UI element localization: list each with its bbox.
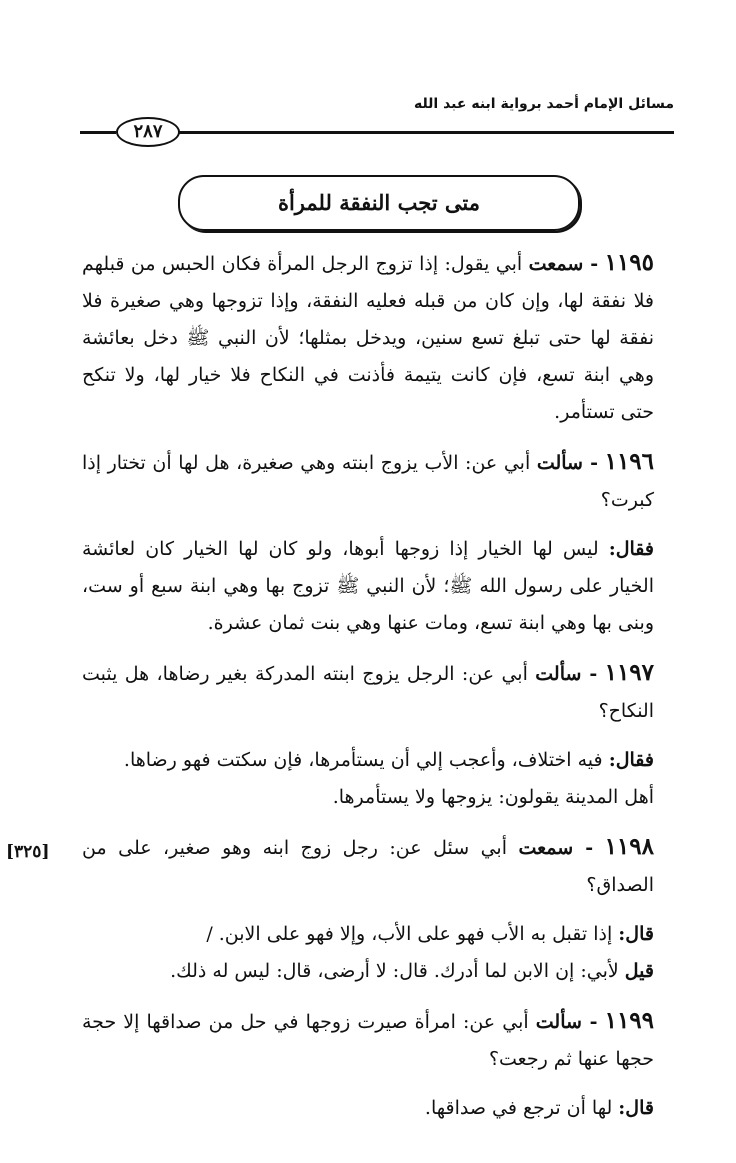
entry-lead: - سألت xyxy=(535,1011,598,1033)
page-body xyxy=(82,244,654,1139)
chapter-title: متى تجب النفقة للمرأة xyxy=(178,175,580,231)
entry-text: أبي سئل عن: رجل زوج ابنه وهو صغير، على من الصداق؟ xyxy=(82,837,654,896)
answer-text: لها أن ترجع في صداقها. xyxy=(424,1097,613,1119)
entry-number: ١١٩٩ xyxy=(604,1007,655,1034)
page-number: ٢٨٧ xyxy=(116,117,180,147)
entry-1197 xyxy=(82,654,654,730)
entry-number: ١١٩٥ xyxy=(604,249,654,276)
answer-keyword: قال: xyxy=(618,923,654,945)
entry-1195 xyxy=(82,244,654,431)
entry-text: أبي عن: الأب يزوج ابنته وهي صغيرة، هل لها أن تختار إذا كبرت؟ xyxy=(82,452,654,511)
entry-1198-question2 xyxy=(82,953,654,990)
header-rule-right xyxy=(176,131,674,134)
entry-lead: - سألت xyxy=(536,452,599,474)
header-rule-left xyxy=(80,131,116,134)
entry-1197-extra: أهل المدينة يقولون: يزوجها ولا يستأمرها. xyxy=(332,786,654,808)
entry-lead: - سمعت xyxy=(528,253,599,275)
running-header: مسائل الإمام أحمد برواية ابنه عبد الله xyxy=(413,96,674,112)
entry-1196 xyxy=(82,443,654,519)
entry-lead: - سمعت xyxy=(518,837,594,859)
answer-keyword: قال: xyxy=(618,1097,654,1119)
entry-number: ١١٩٦ xyxy=(604,448,655,475)
entry-1199-answer xyxy=(82,1090,654,1127)
answer-text: فيه اختلاف، وأعجب إلي أن يستأمرها، فإن سكتت فهو رضاها. xyxy=(123,749,603,771)
entry-1198-answer xyxy=(82,916,654,953)
answer-keyword: فقال: xyxy=(608,538,654,560)
answer-text: ليس لها الخيار إذا زوجها أبوها، ولو كان لها الخيار كان لعائشة الخيار على رسول الله ﷺ؛ لأن النبي ﷺ تزوج بها وهي ابنة سبع أو ست، وبنى بها وهي ابنة تسع، ومات عنها وهي بنت ثمان عشرة. xyxy=(82,538,654,634)
entry-text: أبي عن: امرأة صيرت زوجها في حل من صداقها إلا حجة حجها عنها ثم رجعت؟ xyxy=(82,1011,654,1070)
entry-text: أبي يقول: إذا تزوج الرجل المرأة فكان الحبس من قبلهم فلا نفقة لها، وإن كان من قبله فعليه النفقة، وإذا تزوجها وهي صغيرة فلا نفقة لها حتى تبلغ تسع سنين، ويدخل بمثلها؛ لأن النبي ﷺ دخل بعائشة وهي ابنة تسع، فإن كانت يتيمة فأذنت في النكاح فلا خيار لها، ولا تنكح حتى تستأمر. xyxy=(82,253,654,423)
entry-1196-answer xyxy=(82,531,654,642)
question-text: لأبي: إن الابن لما أدرك. قال: لا أرضى، قال: ليس له ذلك. xyxy=(170,960,619,982)
entry-1197-answer xyxy=(82,742,654,779)
entry-number: ١١٩٧ xyxy=(604,659,655,686)
entry-number: ١١٩٨ xyxy=(604,833,654,860)
entry-text: أبي عن: الرجل يزوج ابنته المدركة بغير رضاها، هل يثبت النكاح؟ xyxy=(82,663,654,722)
entry-1198 xyxy=(82,828,654,904)
entry-1199 xyxy=(82,1002,654,1078)
question-keyword: قيل xyxy=(624,960,654,982)
entry-lead: - سألت xyxy=(535,663,598,685)
answer-keyword: فقال: xyxy=(608,749,654,771)
answer-text: إذا تقبل به الأب فهو على الأب، وإلا فهو على الابن. / xyxy=(206,923,613,945)
margin-reference: [٣٢٥] xyxy=(6,842,50,862)
